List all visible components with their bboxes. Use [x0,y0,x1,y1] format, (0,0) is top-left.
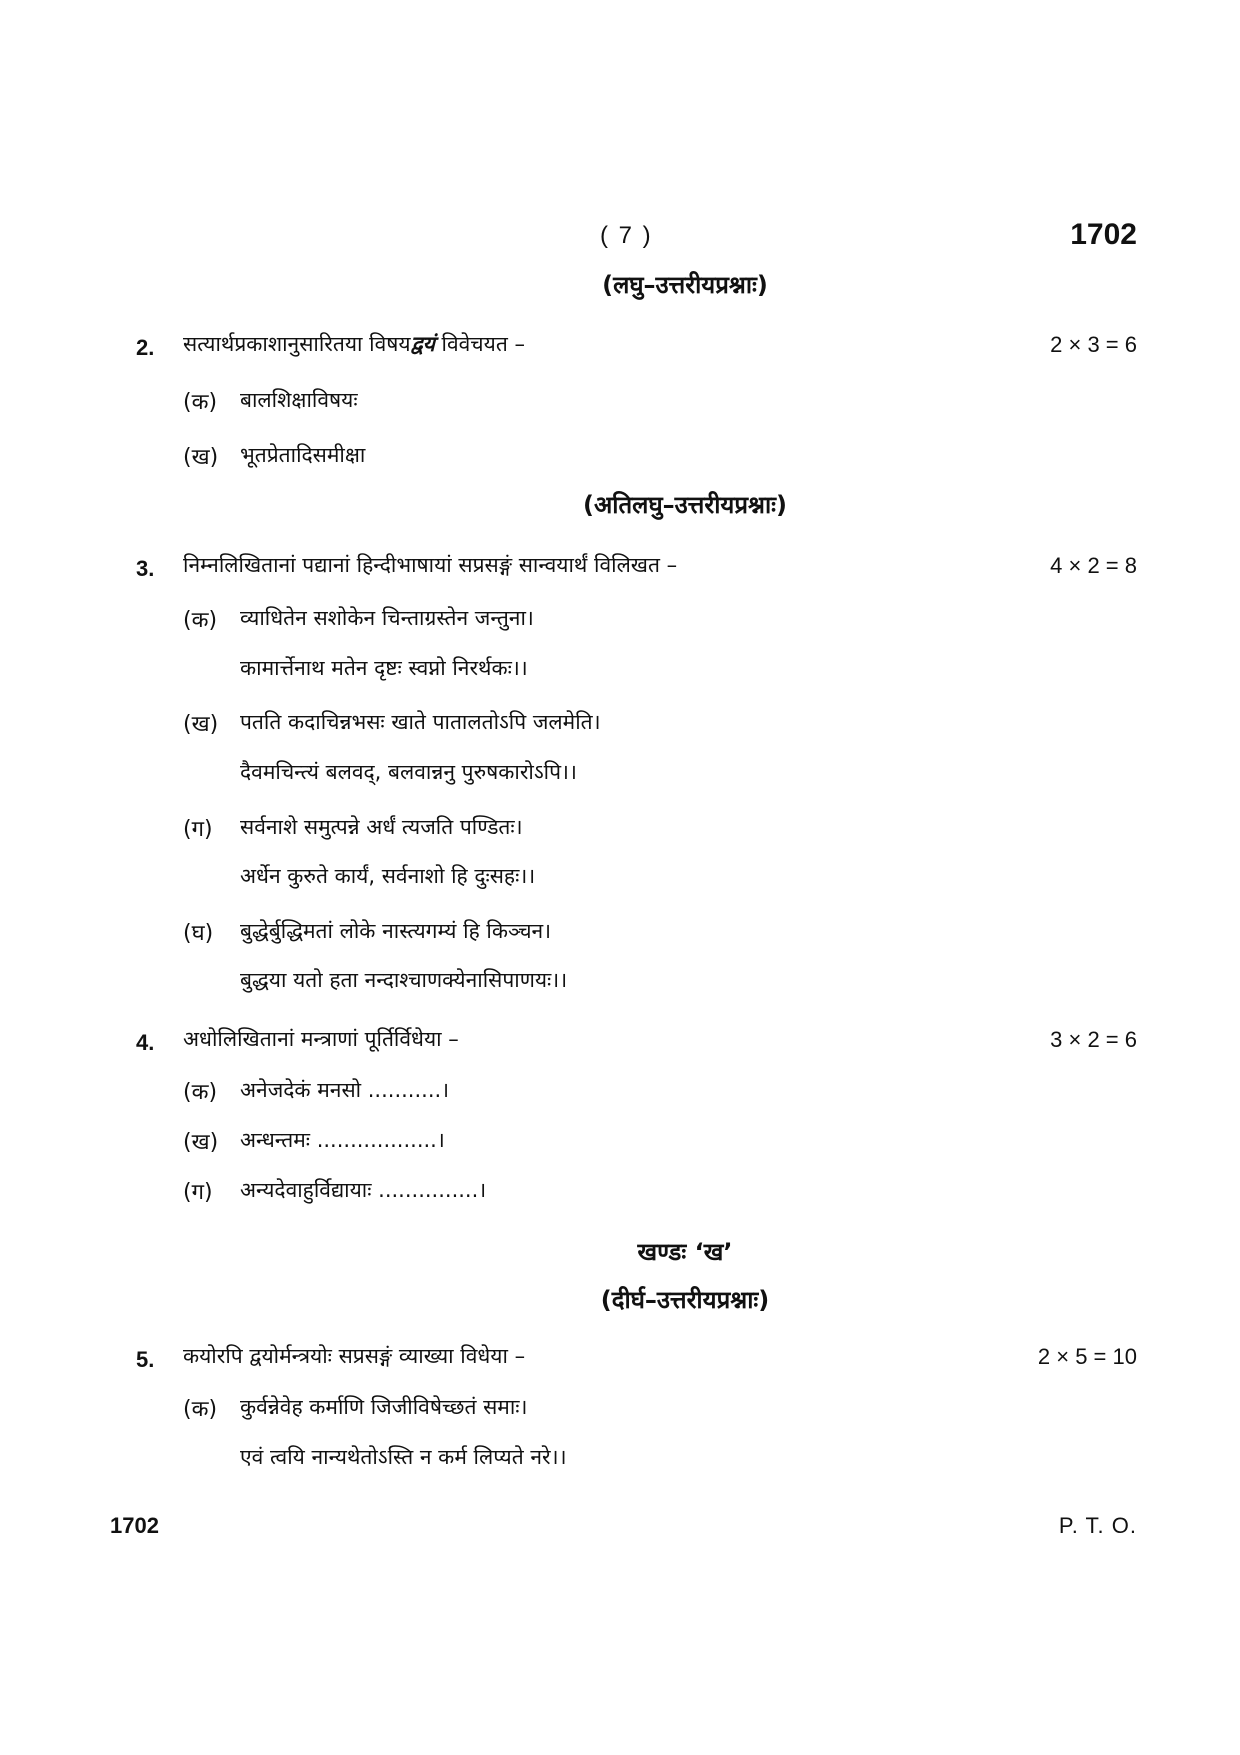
question-2-text-after: विवेचयत – [434,332,525,356]
q3-item-label: (क) [183,608,218,633]
q3-item-line2: अर्धेन कुरुते कार्यं, सर्वनाशो हि दुःसहः।। [240,864,536,888]
question-3-text: निम्नलिखितानां पद्यानां हिन्दीभाषायां सप्रसङ्गं सान्वयार्थं विलिखत – [183,553,678,577]
q2-item-label: (क) [183,390,218,415]
section-b-title: खण्डः ‘ख’ [637,1238,733,1266]
q3-item-label: (ख) [183,712,219,737]
section-heading-short: (लघु–उत्तरीयप्रश्नाः) [602,271,768,299]
q3-item-line1: सर्वनाशे समुत्पन्ने अर्धं त्यजति पण्डितः। [240,815,523,839]
q5-item-line1: कुर्वन्नेवेह कर्माणि जिजीविषेच्छतं समाः। [240,1395,528,1419]
q4-item-label: (ख) [183,1130,219,1155]
section-heading-long: (दीर्घ–उत्तरीयप्रश्नाः) [600,1286,770,1314]
page-number: ( 7 ) [600,222,653,249]
paper-code-top: 1702 [1070,218,1137,251]
pto-label: P. T. O. [1058,1513,1137,1538]
question-2-text-before: सत्यार्थप्रकाशानुसारितया विषय [183,332,411,356]
q2-item-text: भूतप्रेतादिसमीक्षा [240,443,366,467]
q3-item-line2: दैवमचिन्त्यं बलवद्, बलवान्ननु पुरुषकारोऽपि।। [240,760,577,784]
question-2-text-emph: द्वयं [410,332,435,356]
q4-item-label: (ग) [183,1180,213,1205]
question-2-marks: 2 × 3 = 6 [1050,332,1137,357]
q3-item-line1: बुद्धेर्बुद्धिमतां लोके नास्त्यगम्यं हि किञ्चन। [240,919,552,943]
q4-item-text: अन्धन्तमः ..................। [240,1128,445,1152]
paper-code-bottom: 1702 [110,1513,159,1538]
question-5-marks: 2 × 5 = 10 [1037,1344,1137,1369]
q3-item-label: (घ) [183,921,214,946]
q3-item-line2: बुद्धया यतो हता नन्दाश्चाणक्येनासिपाणयः।। [240,968,568,992]
question-3-marks: 4 × 2 = 8 [1050,553,1137,578]
question-5-text: कयोरपि द्वयोर्मन्त्रयोः सप्रसङ्गं व्याख्या विधेया – [183,1344,526,1368]
q3-item-line2: कामार्त्तेनाथ मतेन दृष्टः स्वप्नो निरर्थकः।। [240,656,528,680]
question-3-number: 3. [136,556,155,581]
q4-item-label: (क) [183,1080,218,1105]
question-2-text [183,330,525,358]
q2-item-text: बालशिक्षाविषयः [240,388,358,412]
q3-item-line1: व्याधितेन सशोकेन चिन्ताग्रस्तेन जन्तुना। [240,606,534,630]
question-4-text: अधोलिखितानां मन्त्राणां पूर्तिर्विधेया – [183,1027,459,1051]
q4-item-text: अनेजदेकं मनसो ...........। [240,1078,450,1102]
question-4-marks: 3 × 2 = 6 [1050,1027,1137,1052]
q4-item-text: अन्यदेवाहुर्विद्यायाः ...............। [240,1178,487,1202]
q5-item-label: (क) [183,1397,218,1422]
q3-item-line1: पतति कदाचिन्नभसः खाते पातालतोऽपि जलमेति। [240,710,601,734]
question-2-number: 2. [136,335,155,360]
section-heading-very-short: (अतिलघु–उत्तरीयप्रश्नाः) [582,491,787,519]
q5-item-line2: एवं त्वयि नान्यथेतोऽस्ति न कर्म लिप्यते नरे।। [240,1445,567,1469]
q3-item-label: (ग) [183,817,213,842]
question-4-number: 4. [136,1030,155,1055]
question-5-number: 5. [136,1347,155,1372]
q2-item-label: (ख) [183,445,219,470]
